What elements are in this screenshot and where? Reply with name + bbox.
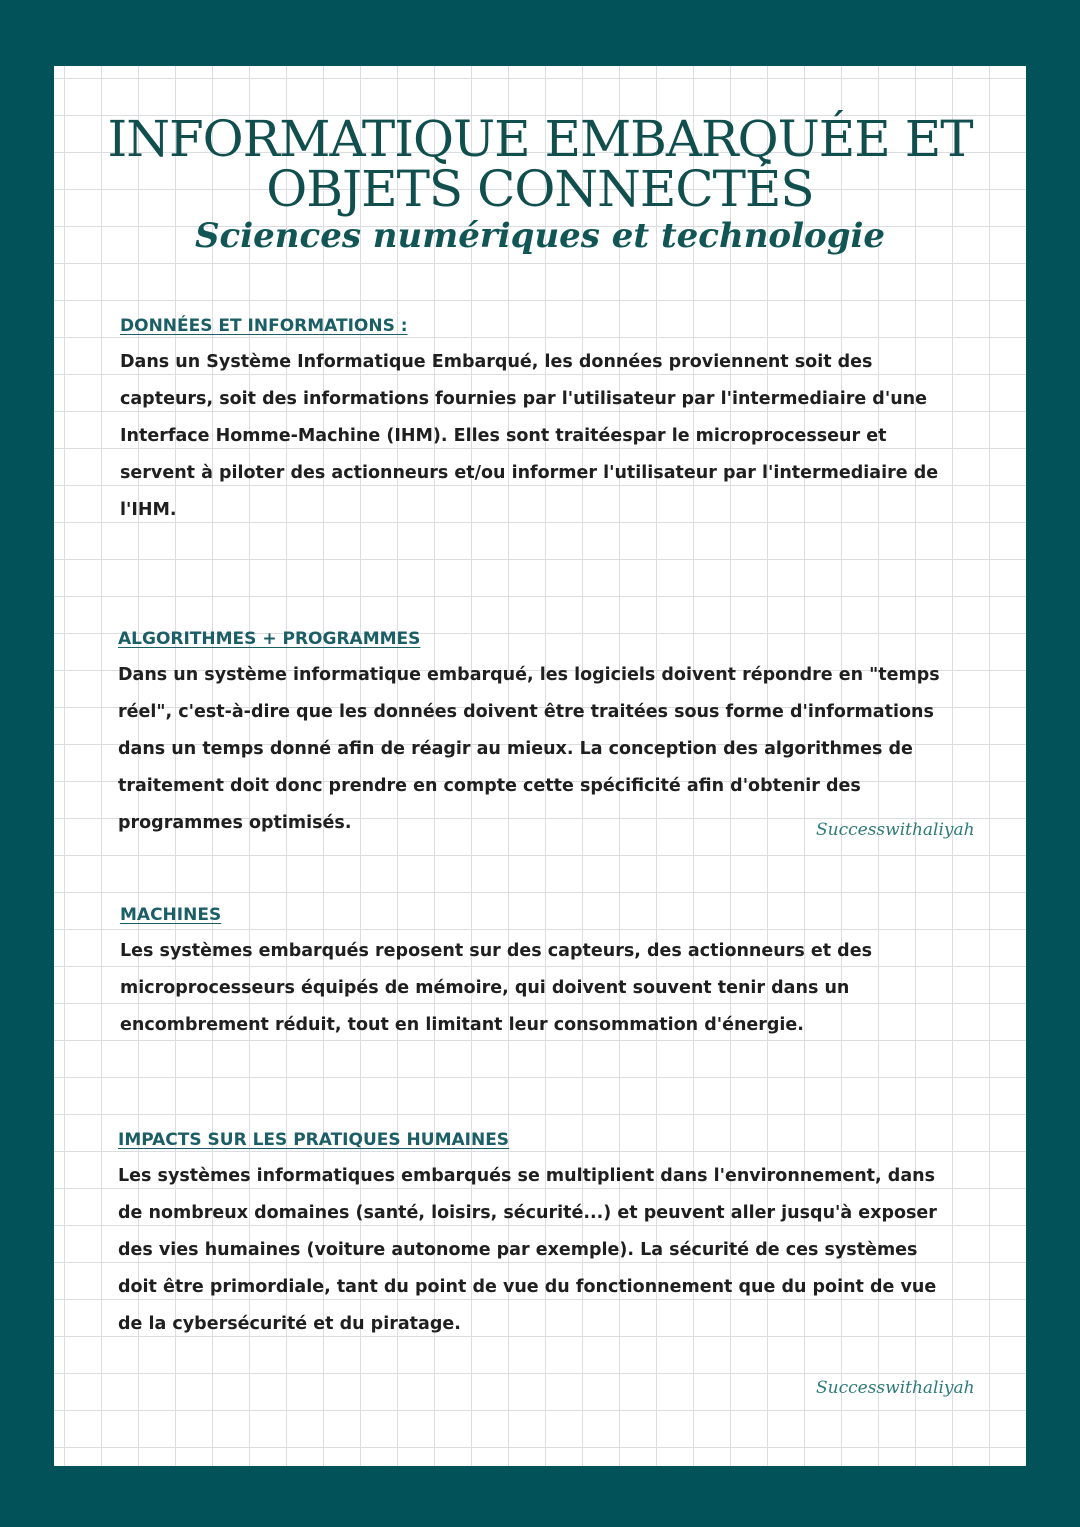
- signature-watermark: Successwithaliyah: [816, 1378, 975, 1398]
- section-heading-machines: MACHINES: [120, 905, 222, 925]
- signature-watermark: Successwithaliyah: [816, 820, 975, 840]
- section-text-algorithmes: Dans un système informatique embarqué, les logiciels doivent répondre en "temps réel", c'est-à-dire que les données doivent être traitées sous forme d'informations dans un temps donné afin de réagir au mieux. La conception des algorithmes de traitement doit donc prendre en compte cette spécificité afin d'obtenir des programmes optimisés.: [118, 665, 940, 833]
- page-title-line-1: INFORMATIQUE EMBARQUÉE ET: [107, 110, 973, 168]
- section-heading-impacts: IMPACTS SUR LES PRATIQUES HUMAINES: [118, 1130, 510, 1150]
- section-heading-donnees: DONNÉES ET INFORMATIONS :: [120, 316, 408, 336]
- page-title-line-2: OBJETS CONNECTÉS: [266, 160, 814, 218]
- section-text-machines: Les systèmes embarqués reposent sur des capteurs, des actionneurs et des microprocesseurs équipés de mémoire, qui doivent souvent tenir dans un encombrement réduit, tout en limitant leur consommation d'énergie.: [120, 941, 872, 1035]
- section-text-donnees: Dans un Système Informatique Embarqué, les données proviennent soit des capteurs, soit des informations fournies par l'utilisateur par l'intermediaire d'une Interface Homme-Machine (IHM). Elles sont traitéespar le microprocesseur et servent à piloter des actionneurs et/ou informer l'utilisateur par l'intermediaire de l'IHM.: [120, 352, 939, 520]
- note-sheet: [54, 66, 1026, 1466]
- page-subtitle: Sciences numériques et technologie: [194, 216, 886, 256]
- section-heading-algorithmes: ALGORITHMES + PROGRAMMES: [118, 629, 421, 649]
- section-text-impacts: Les systèmes informatiques embarqués se multiplient dans l'environnement, dans de nombreux domaines (santé, loisirs, sécurité...) et peuvent aller jusqu'à exposer des vies humaines (voiture autonome par exemple). La sécurité de ces systèmes doit être primordiale, tant du point de vue du fonctionnement que du point de vue de la cybersécurité et du piratage.: [118, 1166, 937, 1334]
